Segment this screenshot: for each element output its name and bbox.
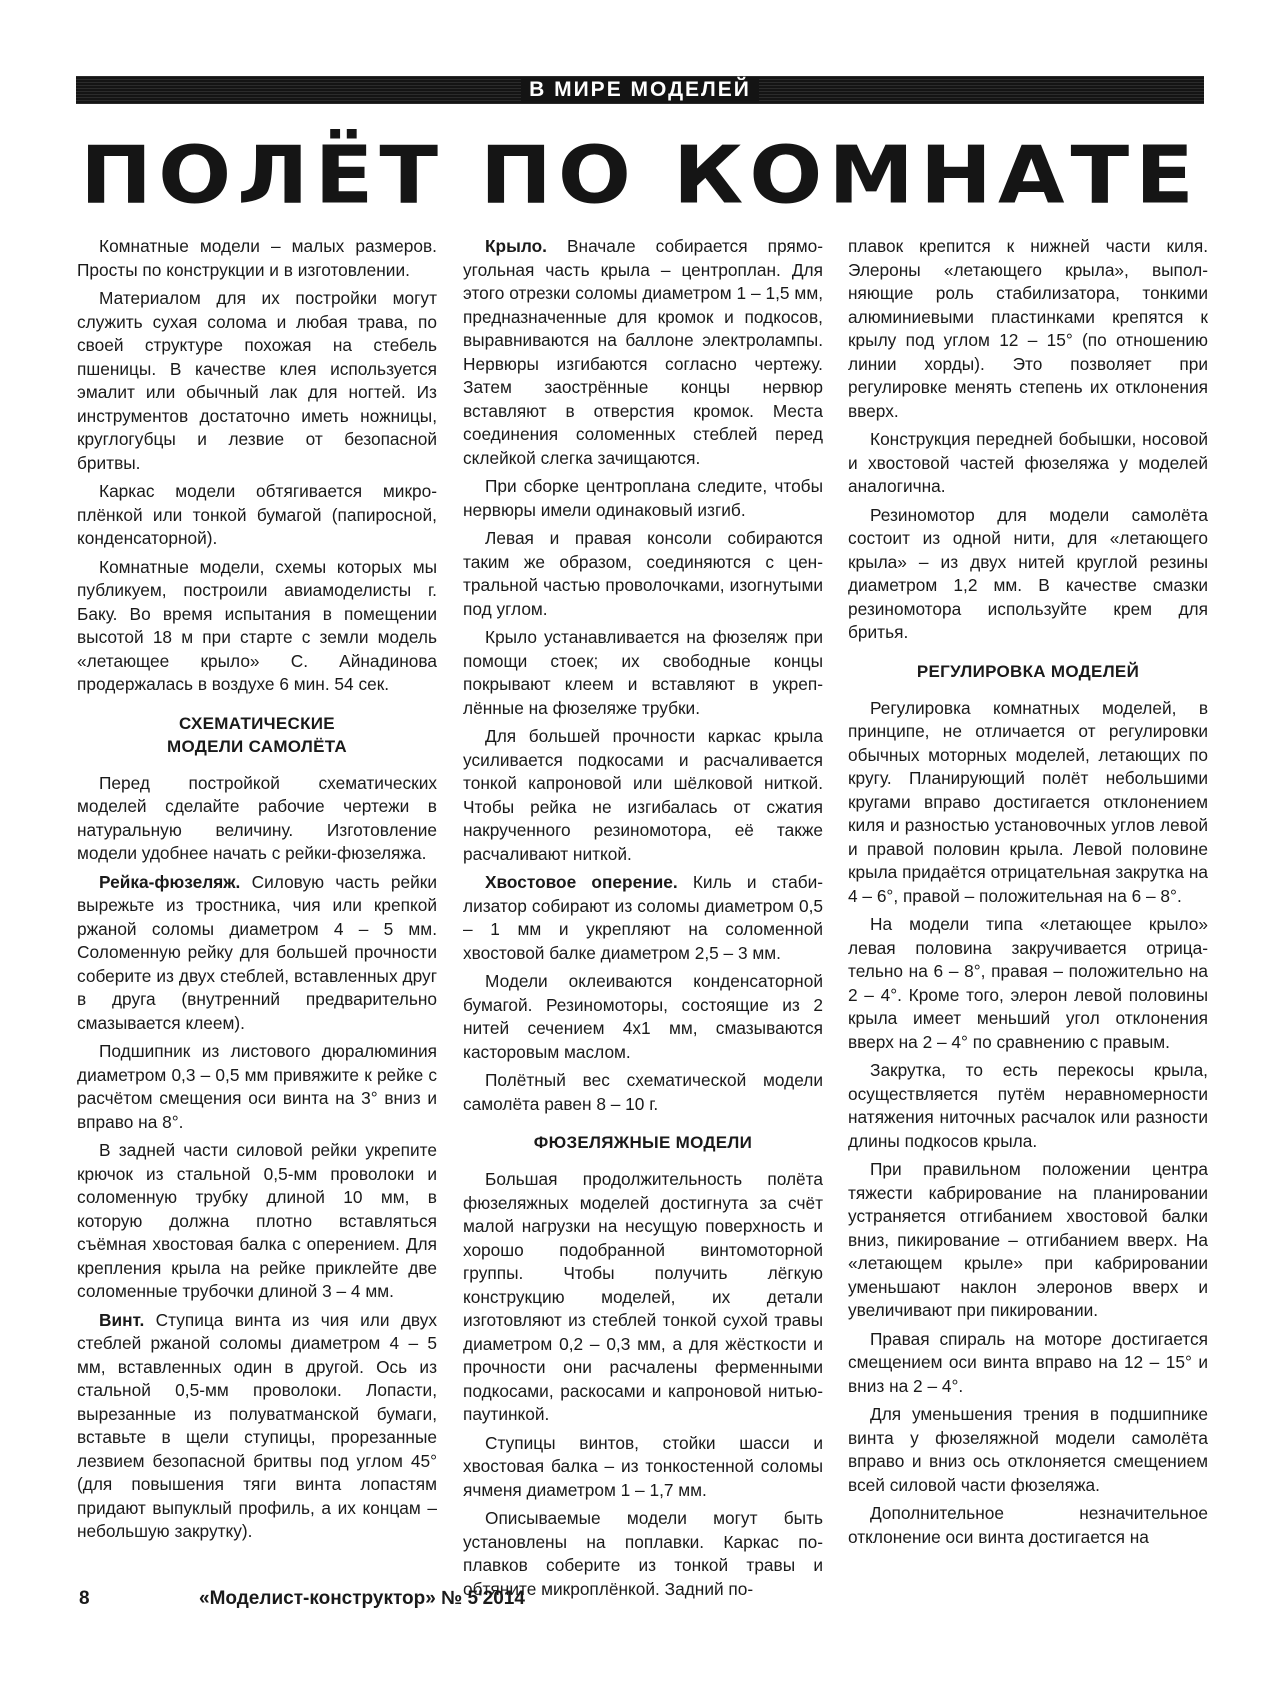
paragraph-lead: Рейка-фюзеляж. <box>99 871 241 892</box>
subheading-line: МОДЕЛИ САМОЛЁТА <box>167 736 347 756</box>
paragraph: Правая спираль на моторе достигается смещением оси винта вправо на 12 – 15° и вниз на 2 – 4°. <box>848 1328 1208 1396</box>
paragraph: Комнатные модели, схемы которых мы публикуем, построили авиамоделисты г. Баку. Во время испытания в помещении высотой 18 м при старте с земли модель «летающее крыло» С. Айнадинова продержалась в воздухе 6 мин. 54 сек. <box>77 556 437 694</box>
paragraph: плавок крепится к нижней части киля. Элероны «летающего крыла», выполняющие роль стабилизатора, тонкими алюминиевыми пластинками крепятся к крылу под углом 12 – 15° (по отношению линии хорды). Это позволяет при регулировке менять степень их отклонения вверх. <box>848 236 1208 421</box>
paragraph-body: Киль и стабилизатор собирают из соломы диаметром 0,5 – 1 мм и укрепляют на соломенной хвостовой балке диаметром 2,5 – 3 мм. <box>463 872 824 963</box>
subheading-model-adjustment: РЕГУЛИРОВКА МОДЕЛЕЙ <box>916 661 1140 681</box>
paragraph: При правильном положении центра тяжести кабрирование на планировании устраняется отгибанием хвостовой балки вниз, пикирование – отгибанием вверх. На «летающем крыле» при кабрировании уменьшают наклон элеронов вверх и увеличивают при пикировании. <box>848 1159 1208 1320</box>
paragraph: Перед постройкой схематических моделей сделайте рабочие чертежи в натуральную величину. Изготовление модели удобнее начать с рейки-фюзеляжа. <box>77 772 437 863</box>
subheading-fuselage-models: ФЮЗЕЛЯЖНЫЕ МОДЕЛИ <box>533 1133 753 1152</box>
paragraph: Конструкция передней бобышки, носовой и хвостовой частей фюзеляжа у моделей аналогична. <box>848 429 1208 496</box>
paragraph: Регулировка комнатных моделей, в принципе, не отличается от регулировки обычных моторных моделей, летающих по кругу. Планирующий полёт небольшими кругами вправо достигается отклонением киля и разностью установочных углов левой и правой половин крыла. Левой половине крыла придаётся отрицательная закрутка на 4 – 6°, правой – положительная на 6 – 8°. <box>848 697 1208 906</box>
paragraph: Ступицы винтов, стойки шасси и хвостовая балка – из тонкостенной соломы ячменя диаметром 1 – 1,7 мм. <box>463 1432 823 1500</box>
paragraph: Для уменьшения трения в подшипнике винта у фюзеляжной модели самолёта вправо и вниз ось отклоняется смещением всей силовой части фюзеляжа. <box>848 1404 1208 1495</box>
paragraph: Каркас модели обтягивается микроплёнкой или тонкой бумагой (папиросной, конденсаторной). <box>77 481 437 548</box>
paragraph: Левая и правая консоли собираются таким же образом, соединяются с центральной частью проволочками, изогнутыми под углом. <box>463 528 823 619</box>
paragraph <box>77 1309 437 1544</box>
column-3 <box>848 235 1208 1554</box>
paragraph-lead: Крыло. <box>485 236 547 256</box>
paragraph: Описываемые модели могут быть установлены на поплавки. Каркас поплавков соберите из тонкой травы и обтяните микроплёнкой. Задний по- <box>463 1508 823 1599</box>
paragraph <box>463 235 823 470</box>
paragraph <box>77 871 437 1036</box>
paragraph: На модели типа «летающее крыло» левая половина закручивается отрицательно на 6 – 8°, правая – положительно на 2 – 4°. Кроме того, элерон левой половины крыла имеет меньший угол отклонения вверх на 2 – 4° по сравнению с правым. <box>848 914 1208 1052</box>
paragraph: Большая продолжительность полёта фюзеляжных моделей достигнута за счёт малой нагрузки на несущую поверхность и хорошо подобранной винтомоторной группы. Чтобы получить лёгкую конструкцию моделей, их детали изготовляют из стеблей тонкой сухой травы диаметром 0,2 – 0,3 мм, а для жёсткости и прочности они расчалены ферменными подкосами, раскосами и капроновой нитью-паутинкой. <box>463 1169 823 1424</box>
paragraph: Крыло устанавливается на фюзеляж при помощи стоек; их свободные концы покрывают клеем и вставляют в укреплённые на фюзеляже трубки. <box>463 627 823 718</box>
article-title: ПОЛЁТ ПО КОМНАТЕ <box>80 130 1200 222</box>
column-1 <box>77 235 437 1549</box>
paragraph: Модели оклеиваются конденсаторной бумагой. Резиномоторы, состоящие из 2 нитей сечением 4х1 мм, смазываются касторовым маслом. <box>463 971 823 1062</box>
subheading-line: СХЕМАТИЧЕСКИЕ <box>179 713 335 733</box>
paragraph: При сборке центроплана следите, чтобы нервюры имели одинаковый изгиб. <box>463 476 823 520</box>
paragraph: Материалом для их постройки могут служить сухая солома и любая трава, по своей структуре похожая на стебель пшеницы. В качестве клея используется эмалит или обычный лак для ногтей. Из инструментов достаточно иметь ножницы, круглогубцы и лезвие от безопасной бритвы. <box>77 288 437 473</box>
paragraph: Полётный вес схематической модели самолёта равен 8 – 10 г. <box>463 1070 823 1114</box>
paragraph-lead: Хвостовое оперение. <box>485 872 678 892</box>
page-number: 8 <box>79 1588 90 1609</box>
paragraph: В задней части силовой рейки укрепите крючок из стальной 0,5-мм проволоки и соломенную трубку длиной 10 мм, в которую должна плотно вставляться съёмная хвостовая балка с оперением. Для крепления крыла на рейке приклейте две соломенные трубочки длиной 3 – 4 мм. <box>77 1140 437 1301</box>
paragraph-body: Силовую часть рейки вырежьте из тростника, чия или крепкой ржаной соломы диаметром 4 – 5 мм. Соломенную рейку для большей прочности соберите из двух стеблей, вставленных друг в друга (внутренний предварительно смазывается клеем). <box>77 871 437 1033</box>
paragraph: Комнатные модели – малых размеров. Просты по конструкции и в изготовлении. <box>77 236 437 280</box>
column-2 <box>463 235 823 1606</box>
paragraph-body: Ступица винта из чия или двух стеблей ржаной соломы диаметром 4 – 5 мм, вставленных один в другой. Ось из стальной 0,5-мм проволоки. Лопасти, вырезанные из полуватманской бумаги, вставьте в щели ступицы, прорезанные лезвием безопасной бритвы под углом 45° (для повышения тяги винта лопастям придают выпуклый профиль, а их концам – небольшую закрутку). <box>77 1309 437 1541</box>
subheading-schematic-models <box>77 712 437 758</box>
paragraph: Подшипник из листового дюралюминия диаметром 0,3 – 0,5 мм привяжите к рейке с расчётом смещения оси винта на 3° вниз и вправо на 8°. <box>77 1041 437 1132</box>
paragraph: Резиномотор для модели самолёта состоит из одной нити, для «летающего крыла» – из двух нитей круглой резины диаметром 1,2 мм. В качестве смазки резиномотора используйте крем для бритья. <box>848 504 1208 642</box>
paragraph <box>463 871 823 965</box>
paragraph: Для большей прочности каркас крыла усиливается подкосами и расчаливается тонкой капроновой или шёлковой ниткой. Чтобы рейка не изгибалась от сжатия накрученного резиномотора, её также расчаливают ниткой. <box>463 726 823 864</box>
paragraph: Закрутка, то есть перекосы крыла, осуществляется путём неравномерности натяжения ниточных расчалок или разности длины подкосов крыла. <box>848 1060 1208 1151</box>
section-label: В МИРЕ МОДЕЛЕЙ <box>521 78 759 102</box>
paragraph: Дополнительное незначительное отклонение оси винта достигается на <box>848 1503 1208 1547</box>
section-header-bar <box>76 76 1204 104</box>
magazine-issue: «Моделист-конструктор» № 5'2014 <box>199 1588 525 1609</box>
paragraph-body: Вначале собирается прямоугольная часть крыла – центроплан. Для этого отрезки соломы диаметром 1 – 1,5 мм, предназначенные для кромок и подкосов, выравниваются на баллоне электролампы. Нервюры изгибаются согласно чертежу. Затем заострённые концы нервюр вставляют в отверстия кромок. Места соединения соломенных стеблей перед склейкой слегка зачищаются. <box>463 236 823 468</box>
paragraph-lead: Винт. <box>99 1309 145 1330</box>
